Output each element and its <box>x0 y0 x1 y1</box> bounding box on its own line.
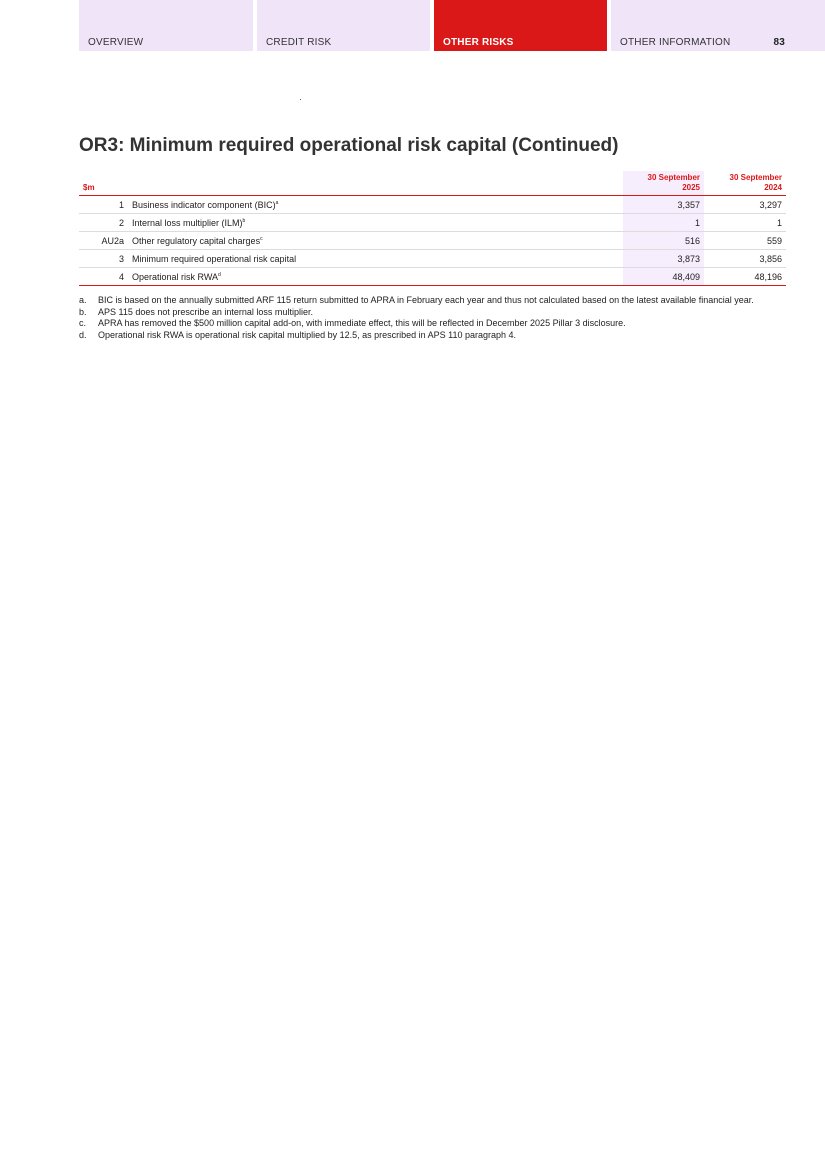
footnote-letter: d. <box>79 329 87 340</box>
row-label-text: Internal loss multiplier (ILM) <box>132 217 243 228</box>
footnote-ref: b <box>242 217 246 224</box>
row-label-text: Minimum required operational risk capital <box>132 253 297 264</box>
value-2025: 48,409 <box>623 268 704 286</box>
page-title: OR3: Minimum required operational risk capital (Continued) <box>79 135 619 156</box>
table-row <box>79 196 786 214</box>
column-header-line: 30 September <box>729 173 782 182</box>
tab-label: OTHER RISKS <box>443 37 514 48</box>
footnote-text: Operational risk RWA is operational risk capital multiplied by 12.5, as prescribed in APS 110 paragraph 4. <box>98 329 517 340</box>
row-code: 1 <box>79 196 128 214</box>
stray-dot <box>300 99 301 100</box>
row-label <box>128 232 623 250</box>
row-label <box>128 250 623 268</box>
unit-label: $m <box>79 171 623 196</box>
tab-other-risks[interactable] <box>434 0 607 51</box>
column-header-year: 2025 <box>682 183 700 192</box>
value-2024: 3,297 <box>705 196 786 214</box>
value-2024: 3,856 <box>705 250 786 268</box>
value-2024: 559 <box>705 232 786 250</box>
column-header-line: 30 September <box>647 173 700 182</box>
row-code: AU2a <box>79 232 128 250</box>
row-code: 2 <box>79 214 128 232</box>
footnote <box>79 330 786 341</box>
footnote-letter: a. <box>79 295 87 305</box>
row-label <box>128 268 623 286</box>
table-row <box>79 268 786 286</box>
value-2025: 516 <box>623 232 704 250</box>
footnote-letter: c. <box>79 318 87 328</box>
value-2024: 1 <box>705 214 786 232</box>
footnote <box>79 318 786 329</box>
column-header-2024 <box>705 171 786 196</box>
column-header-year: 2024 <box>764 183 782 192</box>
footnote-letter: b. <box>79 306 87 317</box>
tab-credit-risk[interactable] <box>257 0 430 51</box>
row-label-text: Business indicator component (BIC) <box>132 199 276 210</box>
tab-overview[interactable] <box>79 0 253 51</box>
footnote <box>79 307 786 318</box>
footnotes <box>79 295 786 341</box>
footnote-text: APS 115 does not prescribe an internal loss multiplier. <box>98 306 313 317</box>
footnote-text: APRA has removed the $500 million capital add-on, with immediate effect, this will be reflected in December 2025 Pillar 3 disclosure. <box>98 318 626 328</box>
table-row <box>79 250 786 268</box>
tab-other-information[interactable] <box>611 0 825 51</box>
row-code: 3 <box>79 250 128 268</box>
tab-label: CREDIT RISK <box>266 37 332 48</box>
table-header-row <box>79 171 786 196</box>
footnote-ref: a <box>275 199 279 206</box>
footnote-text: BIC is based on the annually submitted ARF 115 return submitted to APRA in February each year and thus not calculated based on the latest available financial year. <box>98 295 754 305</box>
row-label <box>128 196 623 214</box>
value-2024: 48,196 <box>705 268 786 286</box>
table-row <box>79 232 786 250</box>
tab-label: OVERVIEW <box>88 37 144 48</box>
row-code: 4 <box>79 268 128 286</box>
value-2025: 3,873 <box>623 250 704 268</box>
row-label-text: Operational risk RWA <box>132 271 219 282</box>
row-label-text: Other regulatory capital charges <box>132 235 261 246</box>
value-2025: 1 <box>623 214 704 232</box>
or3-table <box>79 171 786 286</box>
tab-label: OTHER INFORMATION <box>620 37 731 48</box>
row-label <box>128 214 623 232</box>
top-navigation <box>79 0 825 51</box>
footnote-ref: c <box>260 235 263 242</box>
column-header-2025 <box>623 171 704 196</box>
value-2025: 3,357 <box>623 196 704 214</box>
footnote <box>79 295 786 306</box>
footnote-ref: d <box>218 271 221 278</box>
page-number: 83 <box>773 37 785 48</box>
table-row <box>79 214 786 232</box>
